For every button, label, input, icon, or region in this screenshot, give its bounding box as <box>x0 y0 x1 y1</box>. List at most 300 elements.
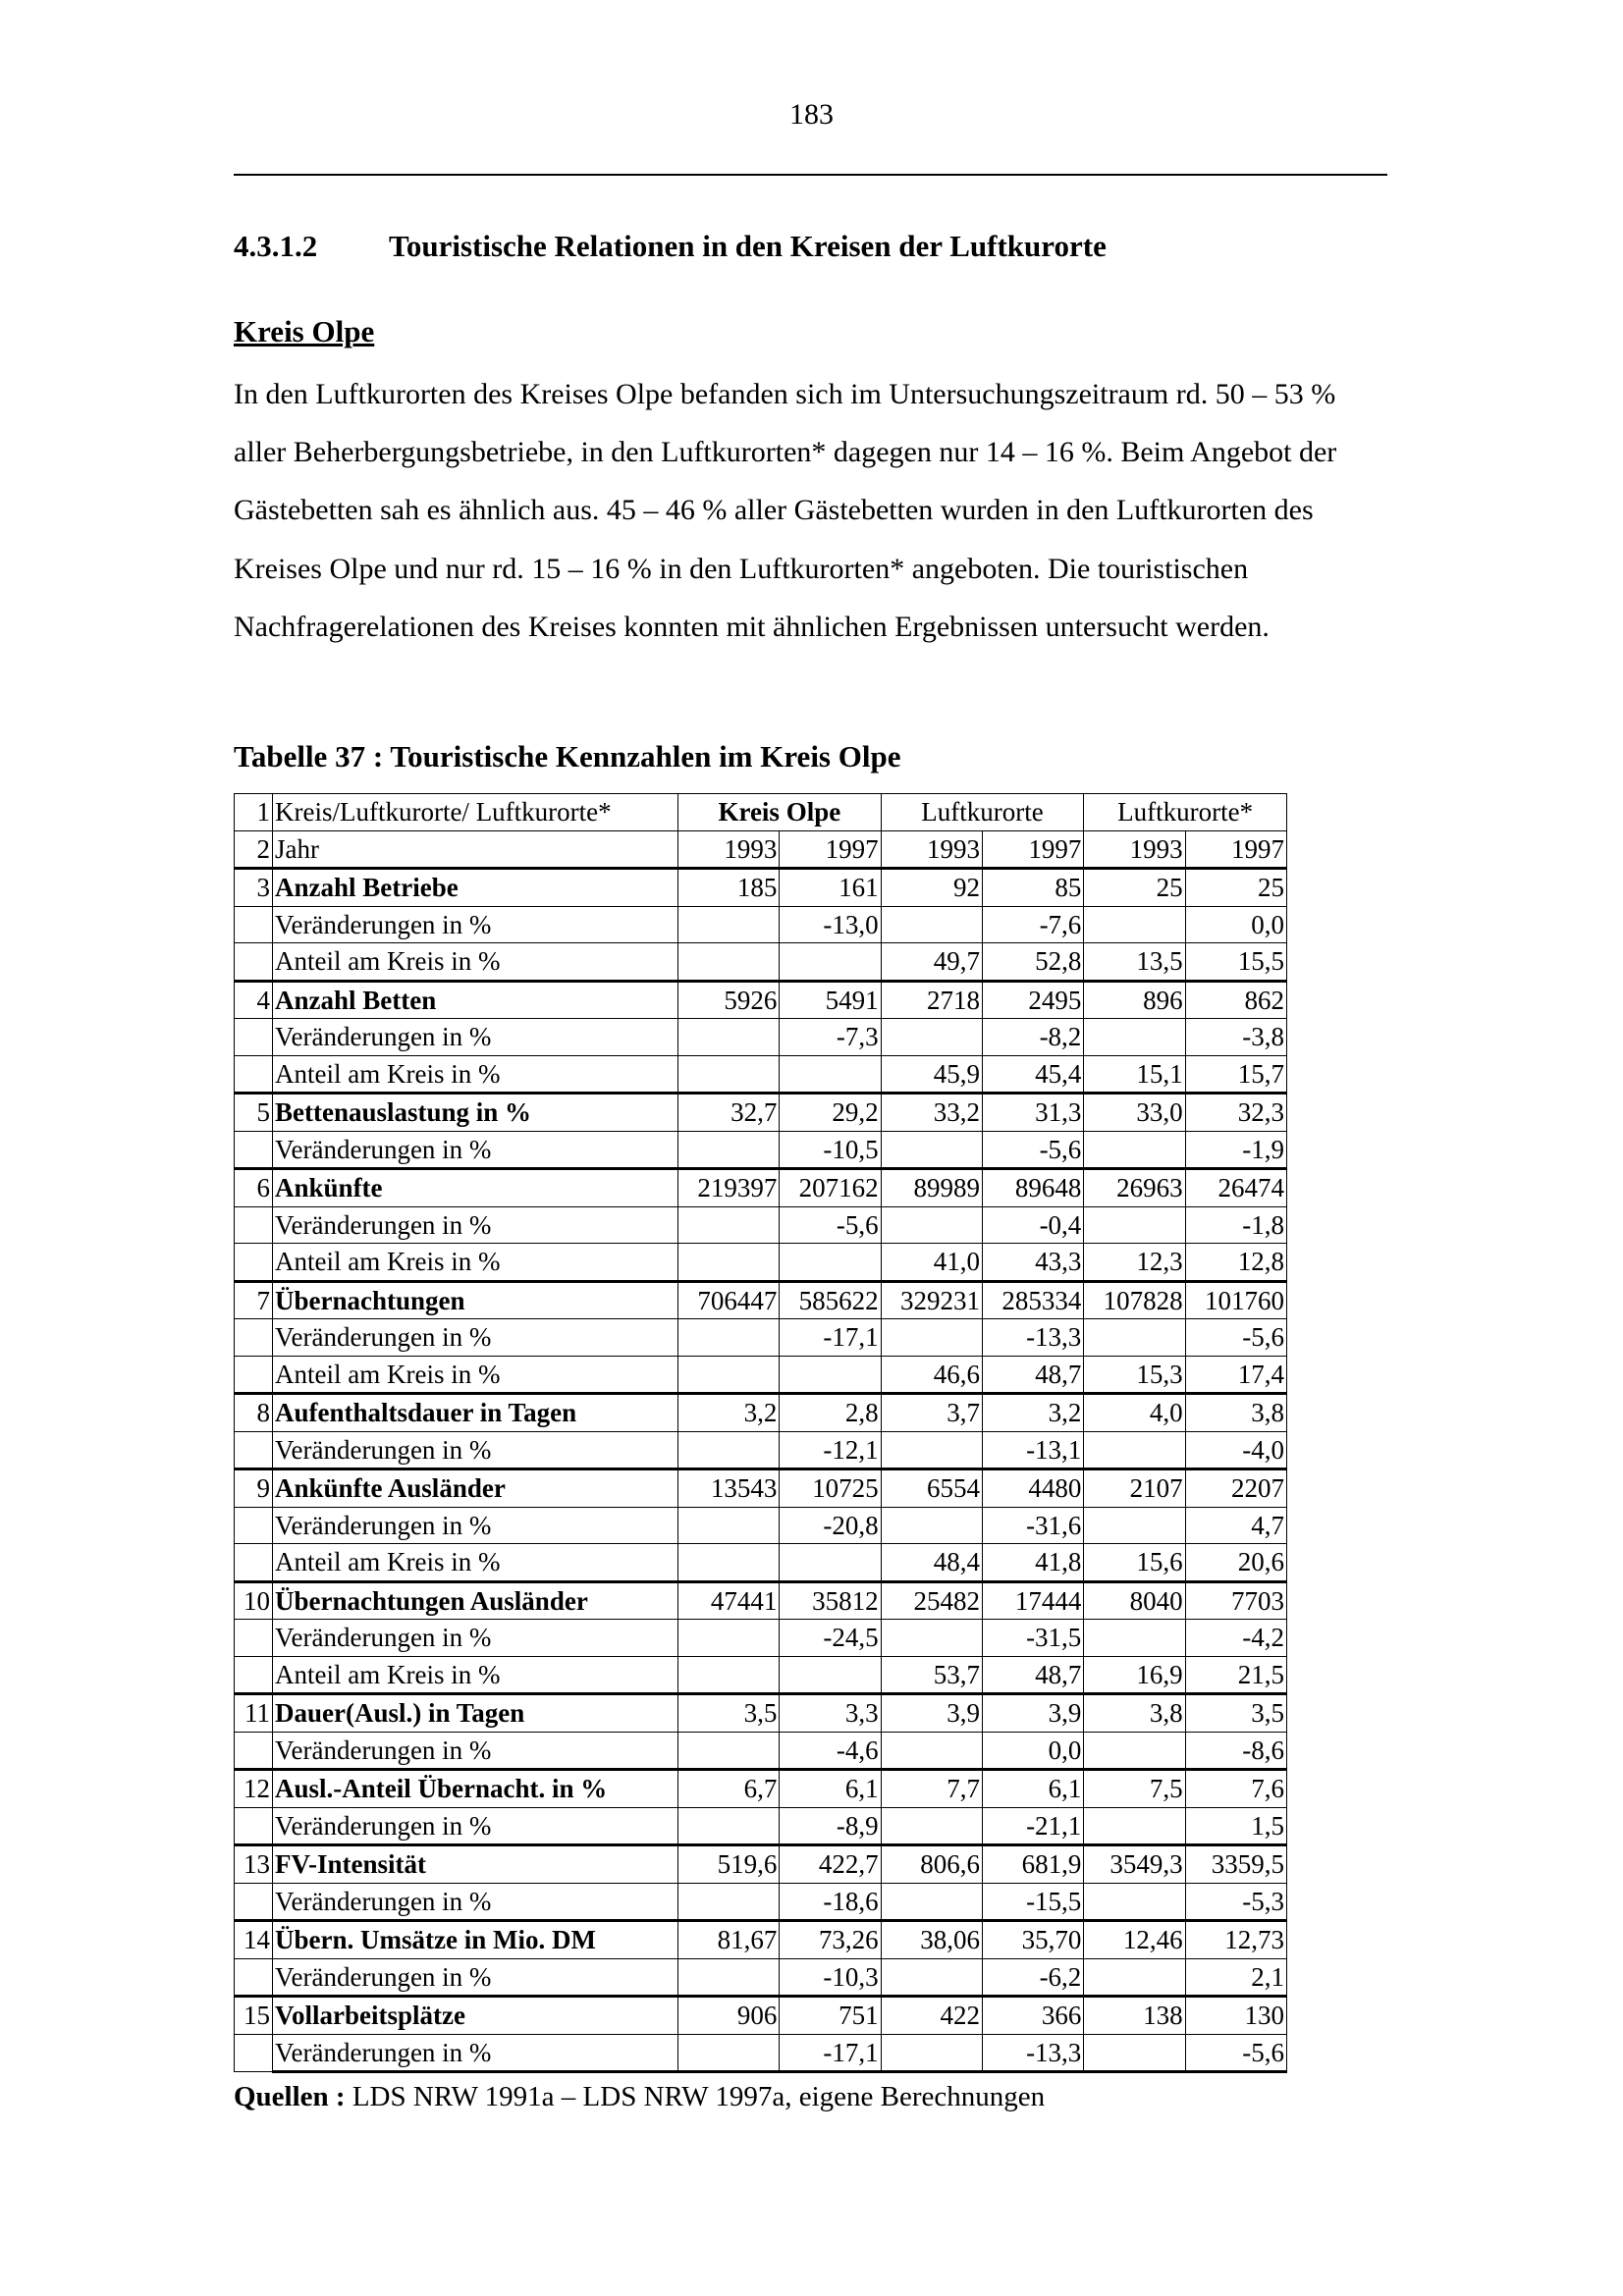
table-row <box>235 1319 1287 1357</box>
cell-value: 185 <box>678 869 780 907</box>
row-label: Veränderungen in % <box>273 1620 678 1657</box>
subsection-heading: Kreis Olpe <box>234 314 375 348</box>
table-row <box>235 1883 1287 1921</box>
row-number <box>235 1356 273 1394</box>
cell-value: 6,1 <box>982 1770 1083 1808</box>
row-label: Jahr <box>273 830 678 869</box>
table-row <box>235 1544 1287 1582</box>
row-label: Veränderungen in % <box>273 906 678 943</box>
table-row <box>235 1131 1287 1169</box>
cell-value <box>780 1244 881 1282</box>
cell-value: 15,6 <box>1084 1544 1185 1582</box>
cell-value: 16,9 <box>1084 1656 1185 1694</box>
cell-value <box>1084 1019 1185 1056</box>
cell-value: 4480 <box>982 1469 1083 1508</box>
row-label: Veränderungen in % <box>273 1507 678 1544</box>
cell-value <box>881 906 982 943</box>
cell-value: 12,8 <box>1185 1244 1286 1282</box>
cell-value: 3,7 <box>881 1394 982 1432</box>
table-row <box>235 1845 1287 1884</box>
cell-value: 706447 <box>678 1281 780 1319</box>
cell-value: -31,5 <box>982 1620 1083 1657</box>
cell-value: 31,3 <box>982 1094 1083 1132</box>
cell-value: 4,0 <box>1084 1394 1185 1432</box>
cell-value <box>678 943 780 982</box>
cell-value: 2207 <box>1185 1469 1286 1508</box>
cell-value: 35812 <box>780 1581 881 1620</box>
cell-value <box>678 1319 780 1357</box>
cell-value: 12,46 <box>1084 1921 1185 1959</box>
row-label: Übernachtungen <box>273 1281 678 1319</box>
row-label: Veränderungen in % <box>273 1431 678 1469</box>
cell-value: 366 <box>982 1997 1083 2035</box>
row-label: Anteil am Kreis in % <box>273 943 678 982</box>
cell-value: 12,3 <box>1084 1244 1185 1282</box>
cell-value: 38,06 <box>881 1921 982 1959</box>
row-number: 4 <box>235 981 273 1019</box>
cell-value: -3,8 <box>1185 1019 1286 1056</box>
table-row <box>235 1356 1287 1394</box>
table-row <box>235 830 1287 869</box>
cell-value: 45,4 <box>982 1055 1083 1094</box>
cell-value: -8,2 <box>982 1019 1083 1056</box>
cell-value: 3,8 <box>1185 1394 1286 1432</box>
cell-value: -10,3 <box>780 1958 881 1997</box>
cell-value: 41,8 <box>982 1544 1083 1582</box>
cell-value: 41,0 <box>881 1244 982 1282</box>
cell-value: 25482 <box>881 1581 982 1620</box>
cell-value: 48,4 <box>881 1544 982 1582</box>
cell-value: -6,2 <box>982 1958 1083 1997</box>
cell-value <box>678 1206 780 1244</box>
table-row <box>235 1656 1287 1694</box>
cell-value: 6,1 <box>780 1770 881 1808</box>
row-number <box>235 1544 273 1582</box>
cell-value <box>881 1807 982 1845</box>
cell-value: 17444 <box>982 1581 1083 1620</box>
sources-text: LDS NRW 1991a – LDS NRW 1997a, eigene Berechnungen <box>345 2081 1046 2112</box>
cell-value: 10725 <box>780 1469 881 1508</box>
cell-value <box>780 1656 881 1694</box>
cell-value: 47441 <box>678 1581 780 1620</box>
cell-value: -4,6 <box>780 1732 881 1770</box>
cell-value <box>678 1019 780 1056</box>
cell-value <box>678 1544 780 1582</box>
cell-value: 7,5 <box>1084 1770 1185 1808</box>
cell-value: 422,7 <box>780 1845 881 1884</box>
cell-value: 15,1 <box>1084 1055 1185 1094</box>
row-label: Übern. Umsätze in Mio. DM <box>273 1921 678 1959</box>
row-number <box>235 1883 273 1921</box>
cell-value <box>678 1807 780 1845</box>
cell-value: 13,5 <box>1084 943 1185 982</box>
cell-value: 53,7 <box>881 1656 982 1694</box>
cell-value: -24,5 <box>780 1620 881 1657</box>
row-number: 13 <box>235 1845 273 1884</box>
cell-value: 15,5 <box>1185 943 1286 982</box>
cell-value: -17,1 <box>780 2034 881 2072</box>
row-label: Ankünfte <box>273 1169 678 1207</box>
cell-value <box>1084 1883 1185 1921</box>
table-row <box>235 1507 1287 1544</box>
table-row <box>235 1281 1287 1319</box>
cell-value <box>780 1055 881 1094</box>
cell-value: 1993 <box>1084 830 1185 869</box>
row-number: 8 <box>235 1394 273 1432</box>
row-label: Veränderungen in % <box>273 1958 678 1997</box>
table-row <box>235 1921 1287 1959</box>
cell-value: 1,5 <box>1185 1807 1286 1845</box>
table-row <box>235 1732 1287 1770</box>
cell-value <box>678 1732 780 1770</box>
cell-value: 8040 <box>1084 1581 1185 1620</box>
row-label: Veränderungen in % <box>273 1883 678 1921</box>
cell-value: 519,6 <box>678 1845 780 1884</box>
cell-value: 862 <box>1185 981 1286 1019</box>
cell-value: 3,5 <box>1185 1694 1286 1733</box>
cell-value <box>678 1055 780 1094</box>
cell-value <box>780 1544 881 1582</box>
cell-value <box>1084 1732 1185 1770</box>
table-caption: Tabelle 37 : Touristische Kennzahlen im Kreis Olpe <box>234 739 901 774</box>
row-number: 12 <box>235 1770 273 1808</box>
cell-value: 585622 <box>780 1281 881 1319</box>
cell-value: 26963 <box>1084 1169 1185 1207</box>
cell-value <box>1084 1507 1185 1544</box>
cell-value: 806,6 <box>881 1845 982 1884</box>
cell-value: 26474 <box>1185 1169 1286 1207</box>
table-row <box>235 1094 1287 1132</box>
table-row <box>235 1469 1287 1508</box>
row-number <box>235 1620 273 1657</box>
cell-value: 2495 <box>982 981 1083 1019</box>
row-number <box>235 1019 273 1056</box>
cell-value <box>1084 1958 1185 1997</box>
cell-value <box>881 2034 982 2072</box>
row-number: 9 <box>235 1469 273 1508</box>
table-row <box>235 1958 1287 1997</box>
sources-note <box>234 2081 1045 2113</box>
cell-value: 1997 <box>982 830 1083 869</box>
row-label: FV-Intensität <box>273 1845 678 1884</box>
cell-value: 73,26 <box>780 1921 881 1959</box>
cell-value: 48,7 <box>982 1656 1083 1694</box>
cell-value: -18,6 <box>780 1883 881 1921</box>
cell-value <box>1084 906 1185 943</box>
cell-value: 85 <box>982 869 1083 907</box>
row-number: 2 <box>235 830 273 869</box>
cell-value: 89648 <box>982 1169 1083 1207</box>
cell-value: 29,2 <box>780 1094 881 1132</box>
cell-value <box>678 2034 780 2072</box>
cell-value: -15,5 <box>982 1883 1083 1921</box>
cell-value: 92 <box>881 869 982 907</box>
cell-value <box>881 1958 982 1997</box>
cell-value: -4,0 <box>1185 1431 1286 1469</box>
cell-value: 107828 <box>1084 1281 1185 1319</box>
cell-value: 0,0 <box>982 1732 1083 1770</box>
cell-value: -13,1 <box>982 1431 1083 1469</box>
cell-value: 12,73 <box>1185 1921 1286 1959</box>
row-number <box>235 1732 273 1770</box>
row-label: Vollarbeitsplätze <box>273 1997 678 2035</box>
table-row <box>235 869 1287 907</box>
cell-value <box>678 1131 780 1169</box>
cell-value: 45,9 <box>881 1055 982 1094</box>
cell-value <box>1084 1620 1185 1657</box>
cell-value: 13543 <box>678 1469 780 1508</box>
cell-value: 3,9 <box>881 1694 982 1733</box>
row-label: Ankünfte Ausländer <box>273 1469 678 1508</box>
cell-value: 43,3 <box>982 1244 1083 1282</box>
cell-value <box>1084 1319 1185 1357</box>
cell-value: 15,7 <box>1185 1055 1286 1094</box>
cell-value <box>881 1019 982 1056</box>
table-row <box>235 1244 1287 1282</box>
cell-value: -31,6 <box>982 1507 1083 1544</box>
table-row <box>235 1770 1287 1808</box>
cell-value <box>1084 1206 1185 1244</box>
cell-value: 6554 <box>881 1469 982 1508</box>
cell-value <box>678 1656 780 1694</box>
cell-value: 7703 <box>1185 1581 1286 1620</box>
cell-value <box>881 1319 982 1357</box>
body-paragraph: In den Luftkurorten des Kreises Olpe befanden sich im Untersuchungszeitraum rd. 50 – 53 % aller Beherbergungsbetriebe, in den Luftkurorten* dagegen nur 14 – 16 %. Beim Angebot der Gästebetten sah es ähnlich aus. 45 – 46 % aller Gästebetten wurden in den Luftkurorten des Kreises Olpe und nur rd. 15 – 16 % in den Luftkurorten* angeboten. Die touristischen Nachfragerelationen des Kreises konnten mit ähnlichen Ergebnissen untersucht werden. <box>234 378 1337 643</box>
cell-value: -5,6 <box>1185 2034 1286 2072</box>
cell-value: 5491 <box>780 981 881 1019</box>
cell-value <box>881 1431 982 1469</box>
header-rule <box>234 174 1387 176</box>
cell-value: 161 <box>780 869 881 907</box>
row-label: Veränderungen in % <box>273 2034 678 2072</box>
cell-value: 17,4 <box>1185 1356 1286 1394</box>
cell-value: -5,6 <box>780 1206 881 1244</box>
cell-value <box>678 1244 780 1282</box>
table-row <box>235 981 1287 1019</box>
cell-value: 7,7 <box>881 1770 982 1808</box>
row-number <box>235 1244 273 1282</box>
cell-value <box>1084 2034 1185 2072</box>
cell-value: 46,6 <box>881 1356 982 1394</box>
cell-value <box>780 943 881 982</box>
row-number: 7 <box>235 1281 273 1319</box>
cell-value: -13,3 <box>982 1319 1083 1357</box>
row-label: Ausl.-Anteil Übernacht. in % <box>273 1770 678 1808</box>
cell-value: -21,1 <box>982 1807 1083 1845</box>
row-label: Veränderungen in % <box>273 1019 678 1056</box>
row-label: Anzahl Betriebe <box>273 869 678 907</box>
cell-value: 751 <box>780 1997 881 2035</box>
table-row <box>235 1055 1287 1094</box>
row-number <box>235 1131 273 1169</box>
row-number <box>235 1656 273 1694</box>
cell-value: 1997 <box>1185 830 1286 869</box>
table-row <box>235 1694 1287 1733</box>
cell-value <box>678 1883 780 1921</box>
cell-value: 3,5 <box>678 1694 780 1733</box>
table-row <box>235 1620 1287 1657</box>
cell-value: 422 <box>881 1997 982 2035</box>
cell-value: 33,2 <box>881 1094 982 1132</box>
cell-value: 3549,3 <box>1084 1845 1185 1884</box>
table-row <box>235 906 1287 943</box>
cell-value: 5926 <box>678 981 780 1019</box>
cell-value: 3,9 <box>982 1694 1083 1733</box>
cell-value <box>881 1732 982 1770</box>
cell-value <box>881 1131 982 1169</box>
cell-value <box>881 1507 982 1544</box>
header-kreis-olpe: Kreis Olpe <box>678 794 882 831</box>
table-row <box>235 1019 1287 1056</box>
row-label: Anteil am Kreis in % <box>273 1055 678 1094</box>
row-label: Veränderungen in % <box>273 1319 678 1357</box>
row-label: Dauer(Ausl.) in Tagen <box>273 1694 678 1733</box>
cell-value <box>1084 1131 1185 1169</box>
cell-value: 32,3 <box>1185 1094 1286 1132</box>
section-title: Touristische Relationen in den Kreisen der Luftkurorte <box>389 229 1107 263</box>
table-row <box>235 1997 1287 2035</box>
cell-value: 138 <box>1084 1997 1185 2035</box>
cell-value: 3,8 <box>1084 1694 1185 1733</box>
cell-value: 25 <box>1185 869 1286 907</box>
cell-value: 32,7 <box>678 1094 780 1132</box>
cell-value: 219397 <box>678 1169 780 1207</box>
cell-value: -5,3 <box>1185 1883 1286 1921</box>
cell-value: 52,8 <box>982 943 1083 982</box>
row-number <box>235 1319 273 1357</box>
cell-value: -4,2 <box>1185 1620 1286 1657</box>
row-label: Bettenauslastung in % <box>273 1094 678 1132</box>
cell-value: 0,0 <box>1185 906 1286 943</box>
cell-value: -7,6 <box>982 906 1083 943</box>
cell-value: 20,6 <box>1185 1544 1286 1582</box>
row-number <box>235 1507 273 1544</box>
cell-value: -20,8 <box>780 1507 881 1544</box>
cell-value <box>1084 1807 1185 1845</box>
row-number <box>235 906 273 943</box>
data-table <box>234 793 1287 2073</box>
row-label: Veränderungen in % <box>273 1206 678 1244</box>
cell-value: -8,9 <box>780 1807 881 1845</box>
cell-value <box>678 906 780 943</box>
cell-value: -13,0 <box>780 906 881 943</box>
header-label: Kreis/Luftkurorte/ Luftkurorte* <box>273 794 678 831</box>
row-number <box>235 1807 273 1845</box>
cell-value: 3359,5 <box>1185 1845 1286 1884</box>
row-label: Anzahl Betten <box>273 981 678 1019</box>
row-label: Veränderungen in % <box>273 1732 678 1770</box>
row-number: 5 <box>235 1094 273 1132</box>
cell-value: 2718 <box>881 981 982 1019</box>
table-row <box>235 1807 1287 1845</box>
row-label: Anteil am Kreis in % <box>273 1356 678 1394</box>
cell-value <box>881 1883 982 1921</box>
cell-value <box>678 1958 780 1997</box>
row-number: 3 <box>235 869 273 907</box>
row-number <box>235 1055 273 1094</box>
row-number <box>235 1206 273 1244</box>
table-row <box>235 1431 1287 1469</box>
cell-value: -12,1 <box>780 1431 881 1469</box>
cell-value: 207162 <box>780 1169 881 1207</box>
cell-value: -5,6 <box>1185 1319 1286 1357</box>
row-number: 6 <box>235 1169 273 1207</box>
cell-value: -7,3 <box>780 1019 881 1056</box>
cell-value: 1993 <box>881 830 982 869</box>
section-heading <box>234 229 1107 264</box>
cell-value <box>678 1356 780 1394</box>
cell-value: -0,4 <box>982 1206 1083 1244</box>
row-label: Anteil am Kreis in % <box>273 1544 678 1582</box>
cell-value: 681,9 <box>982 1845 1083 1884</box>
table-row <box>235 1581 1287 1620</box>
cell-value: -8,6 <box>1185 1732 1286 1770</box>
cell-value: -5,6 <box>982 1131 1083 1169</box>
row-label: Aufenthaltsdauer in Tagen <box>273 1394 678 1432</box>
cell-value: -10,5 <box>780 1131 881 1169</box>
cell-value <box>678 1620 780 1657</box>
row-number <box>235 1958 273 1997</box>
cell-value: 2107 <box>1084 1469 1185 1508</box>
cell-value: 2,1 <box>1185 1958 1286 1997</box>
cell-value: -1,8 <box>1185 1206 1286 1244</box>
cell-value: 896 <box>1084 981 1185 1019</box>
cell-value: 6,7 <box>678 1770 780 1808</box>
table-row <box>235 2034 1287 2072</box>
cell-value: 15,3 <box>1084 1356 1185 1394</box>
header-luftkurorte: Luftkurorte <box>881 794 1084 831</box>
sources-label: Quellen : <box>234 2081 346 2112</box>
cell-value: 25 <box>1084 869 1185 907</box>
row-number: 15 <box>235 1997 273 2035</box>
cell-value: 7,6 <box>1185 1770 1286 1808</box>
cell-value <box>881 1206 982 1244</box>
row-label: Anteil am Kreis in % <box>273 1244 678 1282</box>
cell-value <box>678 1431 780 1469</box>
row-label: Veränderungen in % <box>273 1131 678 1169</box>
cell-value: 329231 <box>881 1281 982 1319</box>
cell-value: 48,7 <box>982 1356 1083 1394</box>
row-number: 11 <box>235 1694 273 1733</box>
cell-value: 3,3 <box>780 1694 881 1733</box>
cell-value: 49,7 <box>881 943 982 982</box>
cell-value: 130 <box>1185 1997 1286 2035</box>
cell-value: 3,2 <box>678 1394 780 1432</box>
table-header-row <box>235 794 1287 831</box>
cell-value: -17,1 <box>780 1319 881 1357</box>
cell-value: -1,9 <box>1185 1131 1286 1169</box>
cell-value: 35,70 <box>982 1921 1083 1959</box>
table-row <box>235 1169 1287 1207</box>
page-number: 183 <box>789 98 834 131</box>
row-number <box>235 943 273 982</box>
row-number <box>235 1431 273 1469</box>
cell-value: 285334 <box>982 1281 1083 1319</box>
row-label: Veränderungen in % <box>273 1807 678 1845</box>
cell-value: 1993 <box>678 830 780 869</box>
row-number: 14 <box>235 1921 273 1959</box>
table-row <box>235 1394 1287 1432</box>
cell-value: -13,3 <box>982 2034 1083 2072</box>
cell-value: 101760 <box>1185 1281 1286 1319</box>
row-number: 1 <box>235 794 273 831</box>
table-row <box>235 1206 1287 1244</box>
cell-value <box>678 1507 780 1544</box>
cell-value: 4,7 <box>1185 1507 1286 1544</box>
cell-value <box>881 1620 982 1657</box>
cell-value: 1997 <box>780 830 881 869</box>
cell-value <box>1084 1431 1185 1469</box>
